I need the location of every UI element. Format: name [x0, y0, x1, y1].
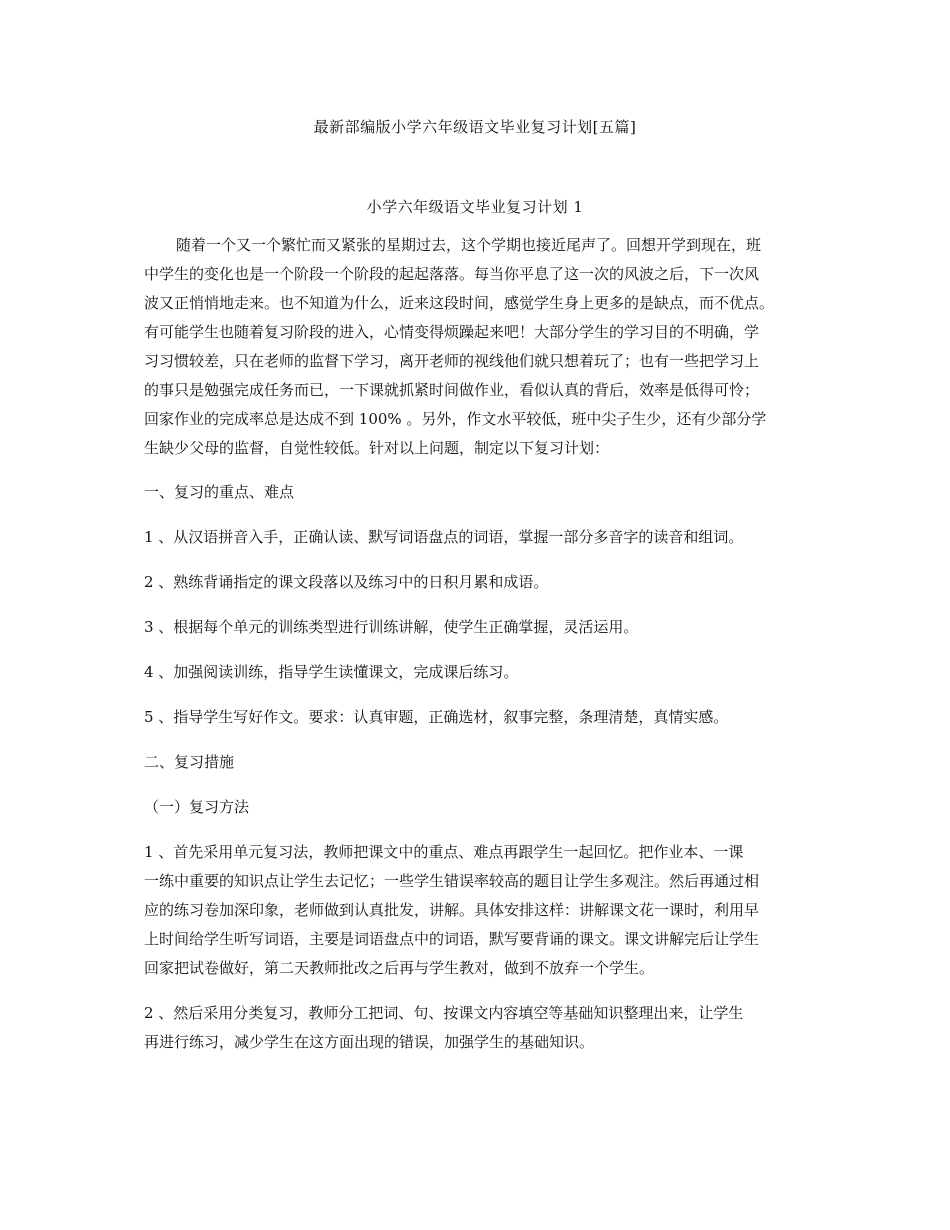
- document-title: 最新部编版小学六年级语文毕业复习计划[五篇]: [313, 118, 637, 136]
- list-item: 5 、指导学生写好作文。要求：认真审题，正确选材，叙事完整，条理清楚，真情实感。: [144, 708, 729, 726]
- list-item: 3 、根据每个单元的训练类型进行训练讲解，使学生正确掌握，灵活运用。: [144, 618, 639, 636]
- section-heading: 一、复习的重点、难点: [144, 483, 295, 501]
- paragraph-line: 习习惯较差，只在老师的监督下学习，离开老师的视线他们就只想着玩了；也有一些把学习上: [144, 352, 760, 370]
- paragraph-line: 1 、首先采用单元复习法，教师把课文中的重点、难点再跟学生一起回忆。把作业本、一课: [144, 843, 744, 861]
- paragraph-line: 有可能学生也随着复习阶段的进入，心情变得烦躁起来吧！大部分学生的学习目的不明确，学: [144, 323, 760, 341]
- paragraph-line: 波又正悄悄地走来。也不知道为什么，近来这段时间，感觉学生身上更多的是缺点，而不优点。: [144, 294, 775, 312]
- paragraph-line: 应的练习卷加深印象，老师做到认真批发，讲解。具体安排这样：讲解课文花一课时，利用早: [144, 901, 760, 919]
- paragraph-line: 生缺少父母的监督，自觉性较低。针对以上问题，制定以下复习计划：: [144, 439, 610, 457]
- section-title: 小学六年级语文毕业复习计划 1: [366, 198, 584, 216]
- paragraph-line: 再进行练习，减少学生在这方面出现的错误，加强学生的基础知识。: [144, 1033, 595, 1051]
- paragraph-line: 上时间给学生听写词语，主要是词语盘点中的词语，默写要背诵的课文。课文讲解完后让学生: [144, 930, 760, 948]
- list-item: 1 、从汉语拼音入手，正确认读、默写词语盘点的词语，掌握一部分多音字的读音和组词。: [144, 528, 744, 546]
- paragraph-line: 中学生的变化也是一个阶段一个阶段的起起落落。每当你平息了这一次的风波之后，下一次风: [144, 265, 760, 283]
- list-item: 4 、加强阅读训练，指导学生读懂课文，完成课后练习。: [144, 663, 519, 681]
- paragraph-line: 随着一个又一个繁忙而又紧张的星期过去，这个学期也接近尾声了。回想开学到现在，班: [176, 236, 762, 254]
- subsection-heading: （一）复习方法: [144, 798, 250, 816]
- paragraph-line: 一练中重要的知识点让学生去记忆；一些学生错误率较高的题目让学生多观注。然后再通过相: [144, 872, 760, 890]
- list-item: 2 、熟练背诵指定的课文段落以及练习中的日积月累和成语。: [144, 573, 549, 591]
- paragraph-line: 的事只是勉强完成任务而已，一下课就抓紧时间做作业，看似认真的背后，效率是低得可怜；: [144, 381, 760, 399]
- paragraph-line: 回家作业的完成率总是达成不到 100% 。另外，作文水平较低，班中尖子生少，还有少部分学: [144, 410, 767, 428]
- paragraph-line: 回家把试卷做好，第二天教师批改之后再与学生教对，做到不放弃一个学生。: [144, 959, 655, 977]
- section-heading: 二、复习措施: [144, 753, 235, 771]
- paragraph-line: 2 、然后采用分类复习，教师分工把词、句、按课文内容填空等基础知识整理出来，让学生: [144, 1004, 744, 1022]
